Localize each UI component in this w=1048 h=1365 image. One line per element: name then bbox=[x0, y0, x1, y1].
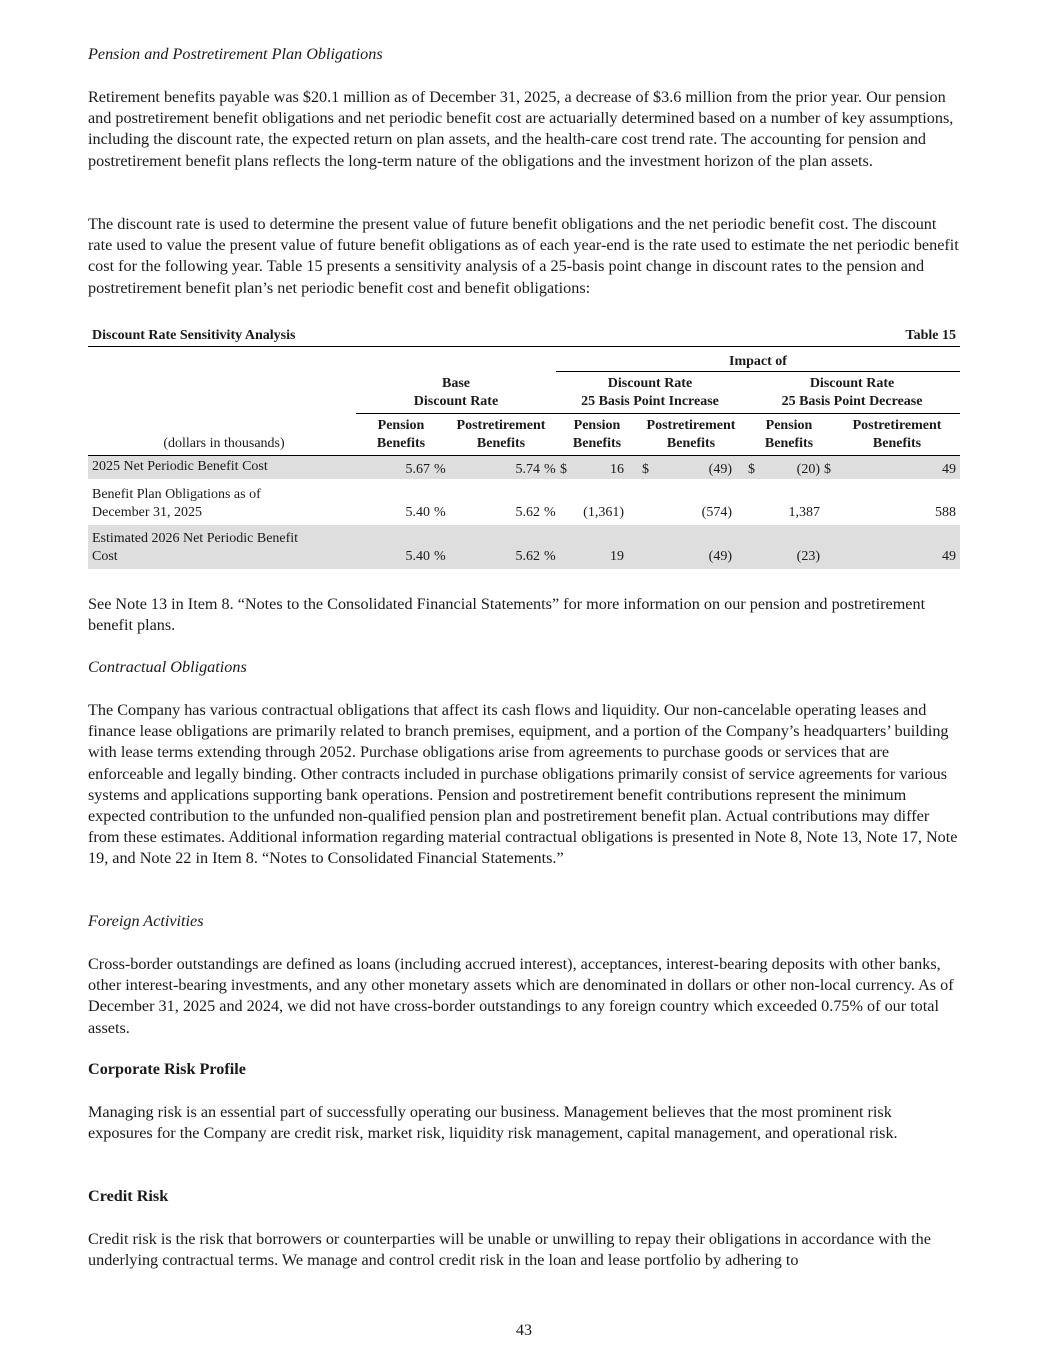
see-note-paragraph: See Note 13 in Item 8. “Notes to the Consolidated Financial Statements” for more information on our pension and postretirement benefit plans. bbox=[88, 595, 926, 635]
increase-header: Discount Rate 25 Basis Point Increase bbox=[556, 371, 744, 413]
credit-heading: Credit Risk bbox=[88, 1187, 169, 1205]
foreign-paragraph: Cross-border outstandings are defined as loans (including accrued interest), acceptances, interest-bearing deposits with other banks, other interest-bearing investments, and any other monetary assets which are denominated in dollars or other non-local currency. As of December 31, 2025 and 2024, we did not have cross-border outstandings to any foreign country which exceeded 0.75% of our total assets. bbox=[88, 955, 954, 1037]
risk-paragraph: Managing risk is an essential part of successfully operating our business. Management believes that the most prominent risk exposures for the Company are credit risk, market risk, liquidity risk management, capital management, and operational risk. bbox=[88, 1103, 898, 1143]
foreign-heading: Foreign Activities bbox=[88, 912, 204, 930]
col-dec-pension: Pension Benefits bbox=[744, 413, 834, 455]
col-base-post: Postretirement Benefits bbox=[446, 413, 556, 455]
sensitivity-table bbox=[88, 326, 960, 569]
col-dec-post: Postretirement Benefits bbox=[834, 413, 960, 455]
base-discount-header: Base Discount Rate bbox=[356, 371, 556, 413]
page-number: 43 bbox=[516, 1322, 532, 1339]
col-base-pension: Pension Benefits bbox=[356, 413, 446, 455]
table-row: Benefit Plan Obligations as of December 31, 2025 5.40 % 5.62 % (1,361) (574) 1,387 588 bbox=[92, 487, 957, 520]
impact-of-header: Impact of bbox=[556, 347, 960, 371]
table-row: Estimated 2026 Net Periodic Benefit Cost 5.40 % 5.62 % 19 (49) (23) 49 bbox=[88, 525, 960, 569]
risk-heading: Corporate Risk Profile bbox=[88, 1060, 246, 1078]
table-row: 2025 Net Periodic Benefit Cost 5.67 % 5.74 % $ 16 $ (49) $ (20) $ 49 bbox=[88, 455, 960, 479]
contractual-paragraph: The Company has various contractual obligations that affect its cash flows and liquidity. Our non-cancelable operating leases and finance lease obligations are primarily related to branch premises, equipment, and a portion of the Company’s headquarters’ building with lease terms extending through 2052. Purchase obligations arise from agreements to purchase goods or services that are enforceable and legally binding. Other contracts included in purchase obligations primarily consist of service agreements for various systems and applications supporting bank operations. Pension and postretirement benefit contributions represent the minimum expected contribution to the unfunded non-qualified pension plan and postretirement benefit plan. Actual contributions may differ from these estimates. Additional information regarding material contractual obligations is presented in Note 8, Note 13, Note 17, Note 19, and Note 22 in Item 8. “Notes to Consolidated Financial Statements.” bbox=[88, 701, 958, 868]
decrease-header: Discount Rate 25 Basis Point Decrease bbox=[744, 371, 960, 413]
credit-paragraph: Credit risk is the risk that borrowers or counterparties will be unable or unwilling to repay their obligations in accordance with the underlying contractual terms. We manage and control credit risk in the loan and lease portfolio by adhering to bbox=[88, 1230, 931, 1270]
pension-heading: Pension and Postretirement Plan Obligations bbox=[88, 45, 383, 63]
col-inc-pension: Pension Benefits bbox=[556, 413, 638, 455]
discount-rate-paragraph: The discount rate is used to determine the present value of future benefit obligations and the net periodic benefit cost. The discount rate used to value the present value of future benefit obligations as of each year-end is the rate used to estimate the net periodic benefit cost for the following year. Table 15 presents a sensitivity analysis of a 25-basis point change in discount rates to the pension and postretirement benefit plan’s net periodic benefit cost and benefit obligations: bbox=[88, 215, 959, 297]
table-number: Table 15 bbox=[905, 328, 956, 343]
units-label: (dollars in thousands) bbox=[88, 413, 356, 455]
pension-paragraph: Retirement benefits payable was $20.1 million as of December 31, 2025, a decrease of $3.6 million from the prior year. Our pension and postretirement benefit obligations and net periodic benefit cost are actuarially determined based on a number of key assumptions, including the discount rate, the expected return on plan assets, and the health-care cost trend rate. The accounting for pension and postretirement benefit plans reflects the long-term nature of the obligations and the investment horizon of the plan assets. bbox=[88, 88, 954, 170]
table-title: Discount Rate Sensitivity Analysis bbox=[92, 328, 296, 343]
col-inc-post: Postretirement Benefits bbox=[638, 413, 744, 455]
contractual-heading: Contractual Obligations bbox=[88, 658, 247, 676]
table-title-bar bbox=[88, 326, 960, 347]
